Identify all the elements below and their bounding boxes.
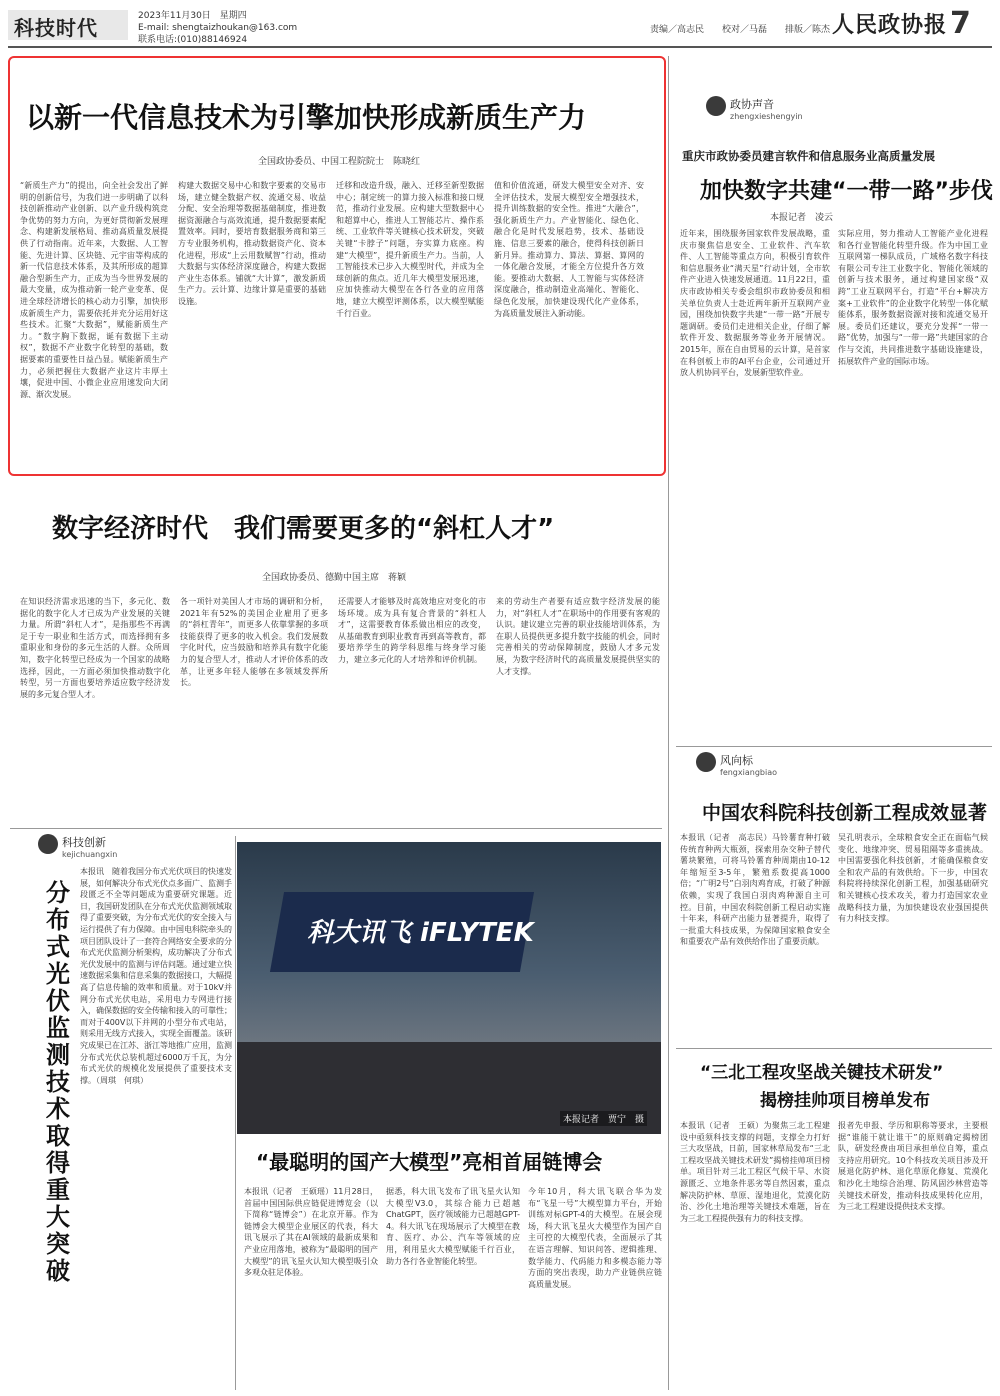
article3-tag-name: 科技创新 xyxy=(62,836,106,849)
sidebar1-kicker: 重庆市政协委员建言软件和信息服务业高质量发展 xyxy=(682,149,935,163)
article4-col3: 今年10月，科大讯飞联合华为发布“飞星一号”大模型算力平台，开始训练对标GPT-4的大模型。在展会现场，科大讯飞星火大模型作为国产自主可控的大模型代表，全面展示了其在语言理解、知识问答、逻辑推理、数学能力、代码能力和多模态能力等方面的突出表现，助力产业链供应链高质量发展。 xyxy=(528,1187,662,1289)
article2-title: 数字经济时代 我们需要更多的“斜杠人才” xyxy=(52,514,555,544)
staff-credits: 责编／高志民 校对／马磊 排版／陈杰 xyxy=(650,25,831,35)
article1-col3: 迁移和改造升级，融入、迁移至新型数据中心；制定统一的算力接入标准和接口规范，推动行业发展。应构建大型数据中心和超算中心，推进人工智能芯片、操作系统、工业软件等关键核心技术研发，突破关键“卡脖子”问题，夯实算力底座。构建“大模型”，提升新质生产力。当前，人工智能技术已步入大模型时代，并成为全球创新的焦点。近几年大模型发展迅速，应加快推动大模型在各行各业的应用落地，建立大模型评测体系，以大模型赋能千行百业。 xyxy=(336,181,484,318)
header-rule xyxy=(8,46,992,48)
sidebar2-title: 中国农科院科技创新工程成效显著 xyxy=(702,802,988,824)
issue-date: 2023年11月30日 星期四 xyxy=(138,11,247,21)
contact-email: E-mail: shengtaizhoukan@163.com xyxy=(138,23,298,33)
sidebar3-col1: 本报讯（记者 王硕）为聚焦三北工程建设中亟须科技支撑的问题，支撑全力打好三大攻坚战，日前，国家林草局发布“三北工程攻坚战关键技术研发”揭榜挂帅项目榜单。项目针对三北工程区气候干旱、水资源匮乏、立地条件恶劣等自然因素，重点解决防护林、草原、湿地退化，荒漠化防治、沙化土地治理等关键技术难题，旨在为三北工程提供强有力的科技支撑。 xyxy=(680,1121,830,1223)
article2-col1: 在知识经济需求迅速的当下，多元化、数据化的数字化人才已成为产业发展的关键力量。所谓“斜杠人才”，是指那些不再满足于专一职业和生活方式，而选择拥有多重职业和身份的多元生活的人群。众所周知，数字化转型已经成为一个国家的战略选择，因此，一方面必须加快推动数字化转型，另一方面也要培养适应数字经济发展的多元复合型人才。 xyxy=(20,597,170,699)
article4-col2: 据悉，科大讯飞发布了讯飞星火认知大模型V3.0，其综合能力已超越ChatGPT，医疗领域能力已超越GPT-4。科大讯飞在现场展示了大模型在教育、医疗、办公、汽车等领域的应用，利用星火大模型赋能千行百业，助力各行各业智能化转型。 xyxy=(386,1187,520,1266)
header-meta xyxy=(138,10,297,46)
page-number: 7 xyxy=(950,6,971,41)
article3-tag-pinyin: kejichuangxin xyxy=(62,850,118,859)
zhengxieshengyin-tag-icon xyxy=(706,96,726,116)
sidebar1-tag-pinyin: zhengxieshengyin xyxy=(730,112,803,121)
sidebar1-byline: 本报记者 凌云 xyxy=(770,213,834,223)
section-name: 科技时代 xyxy=(14,16,98,40)
article2-byline: 全国政协委员、德勤中国主席 蒋颖 xyxy=(262,573,407,583)
article1-title: 以新一代信息技术为引擎加快形成新质生产力 xyxy=(26,101,587,134)
article3-body: 本报讯 随着我国分布式光伏项目的快速发展，如何解决分布式光伏点多面广、监测手段匮乏不全等问题成为重要研究课题。近日，我国研发团队在分布式光伏监测领域取得了重要突破，为分布式光伏的安全接入与运行提供了有力保障。由中国电科院牵头的项目团队设计了一套符合网络安全要求的分布式光伏监测分析架构，成功解决了分布式光伏发展中的监测与评估问题。通过建立快速数据采集和信息采集的数据接口，大幅提高了信息传输的效率和质量。对于10kV并网分布式光伏电站，采用电力专网进行接入，确保数据的安全传输和接入的可靠性；而对于400V以下并网的小型分布式电站，则采用无线方式接入，实现全面覆盖。该研究成果已在江苏、浙江等地推广应用，监测分布式光伏总装机超过6000万千瓦，为分布式光伏的规模化发展提供了重要技术支撑。（周琪 何琪） xyxy=(80,867,232,1085)
column-divider xyxy=(668,56,669,1390)
photo-credit: 本报记者 贾宁 摄 xyxy=(560,1111,647,1126)
sidebar1-title: 加快数字共建“一带一路”步伐 xyxy=(700,179,993,204)
newspaper-logo: 人民政协报 xyxy=(832,12,948,38)
contact-phone: 联系电话:(010)88146924 xyxy=(138,35,248,45)
article4-title: “最聪明的国产大模型”亮相首届链博会 xyxy=(256,1150,603,1174)
sidebar2-tag-name: 风向标 xyxy=(720,754,753,767)
article3-title: 分布式光伏监测技术取得重大突破 xyxy=(46,879,70,1285)
sidebar3-title-line2: 揭榜挂帅项目榜单发布 xyxy=(760,1091,930,1111)
article2-bottom-rule xyxy=(10,828,662,829)
sidebar1-bottom-rule xyxy=(676,746,992,747)
sidebar2-bottom-rule xyxy=(676,1048,992,1049)
article1-col4: 值和价值流通，研发大模型安全对齐、安全评估技术，发展大模型安全增强技术，提升训练数据的安全性。推进“大融合”，强化新质生产力。产业智能化、绿色化、融合化是时代发展趋势，技术、基础设施、信息三要素的融合，使得科技创新日新月异。推动算力、算法、算据、算网的一体化融合发展，才能全方位提升各方效能。要推动大数据、人工智能与实体经济深度融合，推动制造业高端化、智能化、绿色化发展，加快建设现代化产业体系，为高质量发展注入新动能。 xyxy=(494,181,644,318)
sidebar3-col2: 报者先申报、学历和职称等要求，主要根据“谁能干就让谁干”的原则确定揭榜团队，研发经费由项目承担单位自筹，重点支持应用研究。10个科技攻关项目涉及开展退化防护林、退化草原化修复、荒漠化和沙化土地综合治理、防风固沙林营造等关键技术研发，推动科技成果转化应用，为三北工程建设提供技术支撑。 xyxy=(838,1121,988,1212)
article1-col1: “新质生产力”的提出，向全社会发出了鲜明的创新信号，为我们进一步明确了以科技创新推动产业创新、以产业升级构筑竞争优势的努力方向，为更好贯彻新发展理念、构建新发展格局、推动高质量发展提供了行动指南。近年来，大数据、人工智能、先进计算、区块链、元宇宙等构成的新一代信息技术体系，及其所形成的超算融合型新生产力，正成为当今世界发展的最大变量，成为推动新一轮产业变革、促进全球经济增长的核心动力引擎，加快形成新质生产力，需要依托并充分运用好这些技术。汇聚“大数据”，赋能新质生产力。“数字胸下数据，诞有数据下主动权”，数据不产业数字化转型的基础，数据要素的重要性日益凸显。赋能新质生产力，必须把握住大数据产业这片丰厚土壤，促进中国、小微企业应用速发向大闭源、渐次发展。 xyxy=(20,181,168,399)
photo-brand-text: 科大讯飞 iFLYTEK xyxy=(307,918,534,948)
article4-col1: 本报讯（记者 王硕瑶）11月28日，首届中国国际供应链促进博览会（以下简称“链博会”）在北京开幕。作为链博会大模型企业展区的代表，科大讯飞展示了其在AI领域的最新成果和产业应用落地，被称为“最聪明的国产大模型”的讯飞星火认知大模型吸引众多观众驻足体验。 xyxy=(244,1187,378,1278)
article1-byline: 全国政协委员、中国工程院院士 陈晓红 xyxy=(258,157,421,167)
sidebar1-col2: 实际应用，努力推动人工智能产业化进程和各行业智能化转型升级。作为中国工业互联网第一梯队成员，广域格名数字科技有限公司专注工业数字化、智能化领域的创新与技术服务，通过构建国家级“双跨”工业互联网平台，打造“平台+解决方案+工业软件”的企业数字化转型一体化赋能体系，服务数据资源对接和流通交易开展。委员们还建议，要充分发挥“一带一路”优势，加强与“一带一路”共建国家的合作与交流，共同推进数字基础设施建设，拓展软件产业的国际市场。 xyxy=(838,229,988,366)
expo-photo xyxy=(237,842,661,1134)
article2-col4: 来的劳动生产者要有适应数字经济发展的能力，对“斜杠人才”在职场中的作用要有客观的认识。建议建立完善的职业技能培训体系，为在职人员提供更多提升数字技能的机会，同时完善相关的劳动保障制度，鼓励人才多元发展，为数字经济时代的高质量发展提供坚实的人才支撑。 xyxy=(496,597,660,676)
article2-col2: 各一项针对美国人才市场的调研和分析，2021年有52%的美国企业雇用了更多的“斜杠青年”，而更多人依靠掌握的多项技能获得了更多的收入机会。我们发展数字化时代，应当鼓励和培养具有数字化能力的复合型人才，推动人才评价体系的改革，让更多年轻人能够在多领域发挥所长。 xyxy=(180,597,328,688)
fengxiangbiao-tag-icon xyxy=(696,752,716,772)
article3-divider xyxy=(235,836,236,1390)
sidebar1-tag-name: 政协声音 xyxy=(730,98,774,111)
article2-col3: 还需要人才能够及时高效地应对变化的市场环境。成为具有复合背景的“斜杠人才”，这需要教育体系做出相应的改变，从基础教育到职业教育再到高等教育，都要培养学生的跨学科思维与终身学习能力，建立多元化的人才培养和评价机制。 xyxy=(338,597,486,664)
sidebar2-tag-pinyin: fengxiangbiao xyxy=(720,768,777,777)
sidebar1-col1: 近年来，围绕服务国家软件发展战略，重庆市聚焦信息安全、工业软件、汽车软件、人工智能等重点方向，积极引育软件和信息服务业“满天星”行动计划，全市软件产业进入快速发展通道。11月22日，重庆市政协相关专委会组织市政协委员和相关单位负责人士赴近两年新开互联网产业园，围绕加快数字共建“一带一路”开展专题调研。委员们走进相关企业，仔细了解软件开发、数据服务等业务开展情况。2015年，原在自由贸易的云计算，是首家在科创板上市的AI平台企业，公司通过开放人机协同平台，发展新型软件业。 xyxy=(680,229,830,378)
kejichuangxin-tag-icon xyxy=(38,834,58,854)
sidebar2-col1: 本报讯（记者 高志民）马铃薯育种打破传统育种两大瓶颈，探索用杂交种子替代薯块繁殖，可将马铃薯育种周期由10-12年缩短至3-5年，繁殖系数提高1000倍；“广明2号”白羽肉鸡育成，打破了种源依赖，实现了我国白羽肉鸡种源自主可控。目前，中国农科院创新工程启动实施十年来，科研产出能力显著提升，取得了一批重大科技成果，为保障国家粮食安全和重要农产品有效供给作出了重要贡献。 xyxy=(680,833,830,947)
sidebar2-col2: 吴孔明表示，全球粮食安全正在面临气候变化、地缘冲突、贸易阻隔等多重挑战。中国需要强化科技创新，才能确保粮食安全和农产品的有效供给。下一步，中国农科院将持续深化创新工程，加强基础研究和关键核心技术攻关，着力打造国家农业战略科技力量，为加快建设农业强国提供有力科技支撑。 xyxy=(838,833,988,924)
sidebar3-title-line1: “三北工程攻坚战关键技术研发” xyxy=(700,1063,944,1083)
article1-col2: 构建大数据交易中心和数字要素的交易市场，建立健全数据产权、流通交易、收益分配、安全治理等数据基础制度，推进数据资源融合与高效流通，提升数据要素配置效率。同时，要培育数据服务商和第三方专业服务机构，推动数据资产化、资本化进程，形成“上云用数赋智”行动，推动大数据与实体经济深度融合，构建大数据产业生态体系。铺就“大计算”，激发新质生产力。云计算、边缘计算是重要的基础设施。 xyxy=(178,181,326,306)
